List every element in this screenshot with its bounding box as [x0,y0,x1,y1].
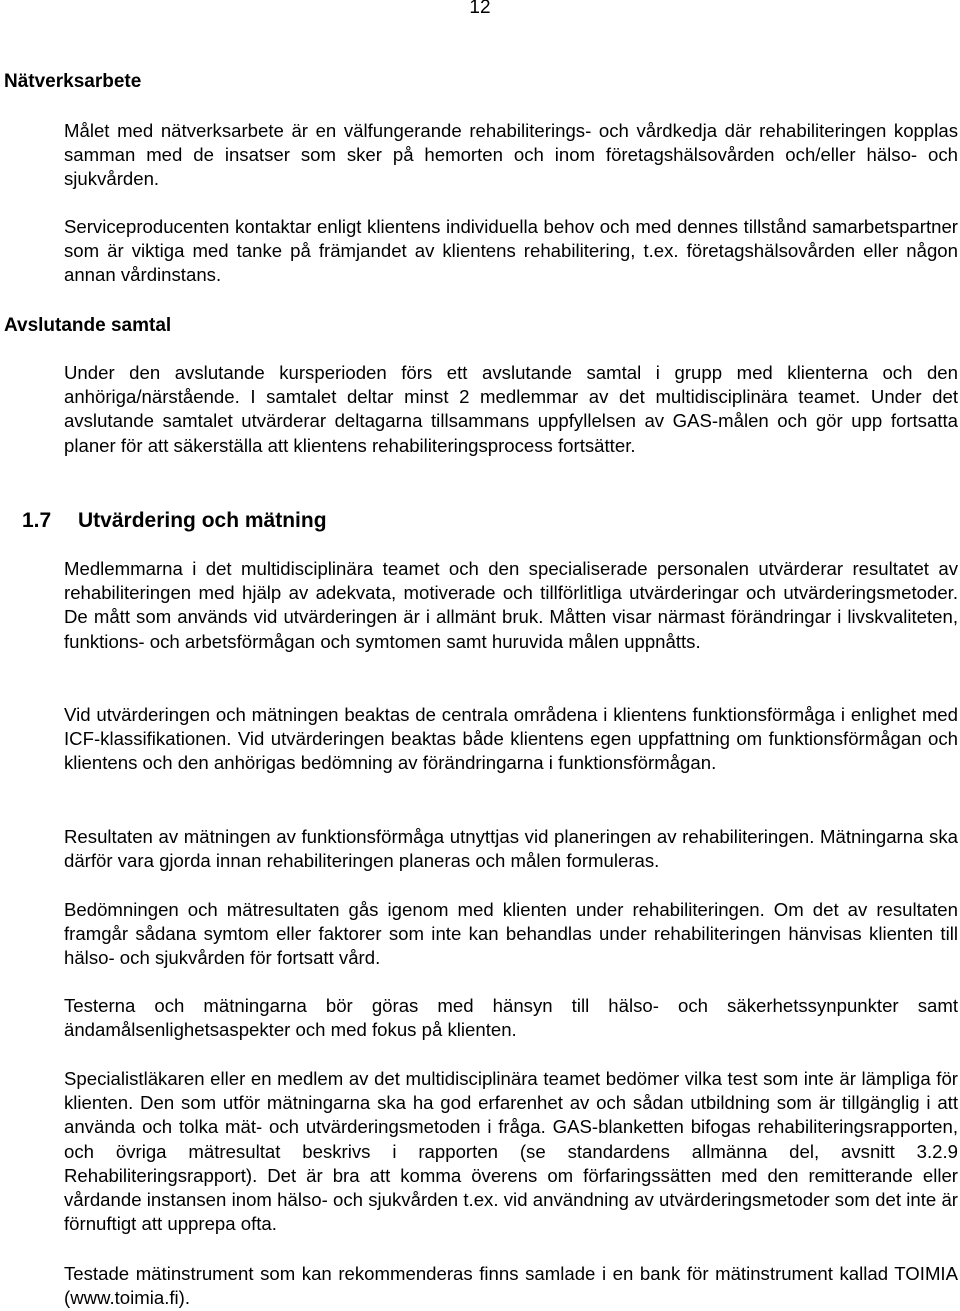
paragraph-utvardering-2: Vid utvärderingen och mätningen beaktas de centrala områdena i klientens funktionsförmåga i enlighet med ICF-klassifikationen. Vid utvärderingen beaktas både klientens egen uppfattning om funktionsförmågan och klientens och den anhörigas bedömning av förändringarna i funktionsförmågan. [64,704,958,774]
paragraph-avslutande-1: Under den avslutande kursperioden förs ett avslutande samtal i grupp med klienterna och den anhöriga/närstående. I samtalet deltar minst 2 medlemmar av det multidisciplinära teamet. Under det avslutande samtalet utvärderar deltagarna tillsammans uppfyllelsen av GAS-målen och gör upp fortsatta planer för att säkerställa att klientens rehabiliteringsprocess fortsätter. [64,362,958,456]
section-title: Utvärdering och mätning [78,509,327,532]
page-number: 12 [469,0,491,18]
paragraph-utvardering-5: Testerna och mätningarna bör göras med hänsyn till hälso- och säkerhetssynpunkter samt ändamålsenlighetsaspekter och med fokus på klienten. [64,995,958,1041]
paragraph-natverksarbete-1: Målet med nätverksarbete är en välfungerande rehabiliterings- och vårdkedja där rehabiliteringen kopplas samman med de insatser som sker på hemorten och inom företagshälsovården och/eller hälso- och sjukvården. [64,120,958,190]
paragraph-utvardering-7: Testade mätinstrument som kan rekommenderas finns samlade i en bank för mätinstrument kallad TOIMIA (www.toimia.fi). [64,1263,958,1309]
section-heading-avslutande-samtal: Avslutande samtal [4,315,172,336]
paragraph-utvardering-6: Specialistläkaren eller en medlem av det multidisciplinära teamet bedömer vilka test som inte är lämpliga för klienten. Den som utför mätningarna ska ha god erfarenhet av och sådan utbildning som är tillgänglig i att använda och tolka mät- och utvärderingsmetoden i fråga. GAS-blanketten bifogas rehabiliteringsrapporten, och övriga mätresultat beskrivs i rapporten (se standardens allmänna del, avsnitt 3.2.9 Rehabiliteringsrapport). Det är bra att komma överens om förfaringssätten med den remitterande eller vårdande instansen inom hälso- och sjukvården t.ex. vid användning av utvärderingsmetoder som det inte är förnuftigt att upprepa ofta. [64,1068,958,1235]
paragraph-utvardering-4: Bedömningen och mätresultaten gås igenom med klienten under rehabiliteringen. Om det av resultaten framgår sådana symtom eller faktorer som inte kan behandlas under rehabiliteringen hänvisas klienten till hälso- och sjukvården för fortsatt vård. [64,899,958,969]
paragraph-utvardering-3: Resultaten av mätningen av funktionsförmåga utnyttjas vid planeringen av rehabiliteringen. Mätningarna ska därför vara gjorda innan rehabiliteringen planeras och målen formuleras. [64,826,958,872]
section-heading-utvardering [22,508,327,534]
paragraph-natverksarbete-2: Serviceproducenten kontaktar enligt klientens individuella behov och med dennes tillstånd samarbetspartner som är viktiga med tanke på främjandet av klientens rehabilitering, t.ex. företagshälsovården eller någon annan vårdinstans. [64,216,958,286]
section-number: 1.7 [22,509,52,532]
section-heading-natverksarbete: Nätverksarbete [4,71,142,92]
paragraph-utvardering-1: Medlemmarna i det multidisciplinära teamet och den specialiserade personalen utvärderar resultatet av rehabiliteringen med hjälp av adekvata, motiverade och tillförlitliga utvärderingar och utvärderingsmetoder. De mått som används vid utvärderingen är i allmänt bruk. Måtten visar närmast förändringar i livskvaliteten, funktions- och arbetsförmågan och symtomen samt huruvida målen uppnåtts. [64,558,958,652]
